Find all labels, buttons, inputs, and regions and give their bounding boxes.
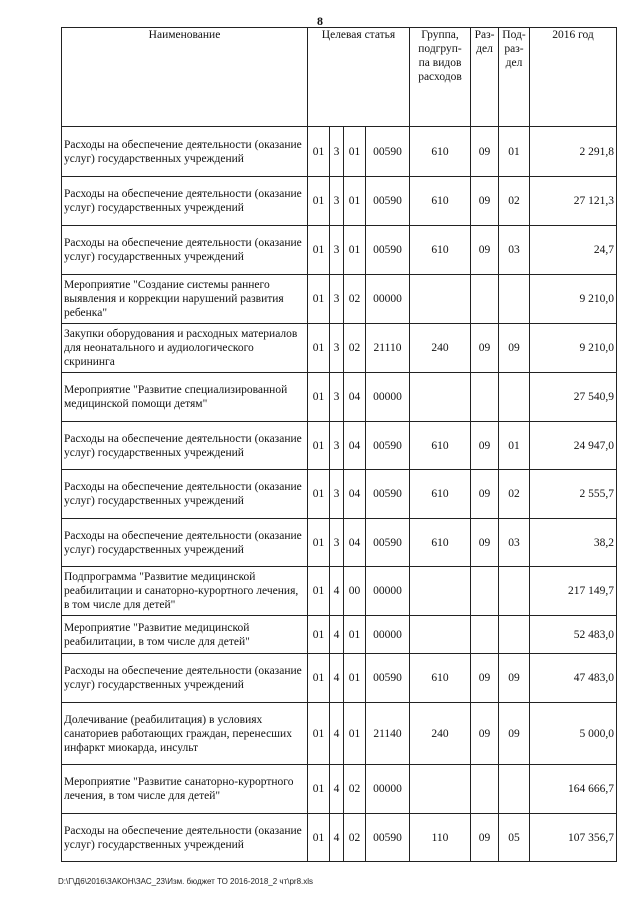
section — [471, 765, 499, 814]
table-row — [62, 324, 617, 373]
section: 09 — [471, 324, 499, 373]
subsection: 09 — [499, 324, 530, 373]
table-row — [62, 654, 617, 703]
target-code-3: 02 — [344, 324, 366, 373]
table-row — [62, 567, 617, 616]
amount: 24,7 — [530, 226, 617, 275]
subsection: 01 — [499, 127, 530, 177]
amount: 24 947,0 — [530, 422, 617, 470]
table-row — [62, 422, 617, 470]
target-code-1: 01 — [308, 814, 330, 862]
section: 09 — [471, 814, 499, 862]
subsection: 03 — [499, 519, 530, 567]
header-year: 2016 год — [530, 28, 617, 127]
row-name: Мероприятие "Развитие специализированной медицинской помощи детям" — [62, 373, 308, 422]
target-code-3: 00 — [344, 567, 366, 616]
target-code-2: 4 — [330, 616, 344, 654]
row-name: Расходы на обеспечение деятельности (оказание услуг) государственных учреждений — [62, 177, 308, 226]
section: 09 — [471, 226, 499, 275]
target-code-3: 01 — [344, 654, 366, 703]
target-code-3: 01 — [344, 703, 366, 765]
target-code-1: 01 — [308, 519, 330, 567]
target-code-2: 4 — [330, 703, 344, 765]
target-code-1: 01 — [308, 324, 330, 373]
expense-group: 610 — [410, 177, 471, 226]
expense-group: 610 — [410, 519, 471, 567]
amount: 164 666,7 — [530, 765, 617, 814]
subsection: 03 — [499, 226, 530, 275]
table-row — [62, 814, 617, 862]
table-row — [62, 765, 617, 814]
table-row — [62, 226, 617, 275]
subsection: 01 — [499, 422, 530, 470]
expense-group: 610 — [410, 127, 471, 177]
subsection — [499, 275, 530, 324]
header-group: Группа, подгруп- па видов расходов — [410, 28, 471, 127]
page-number: 8 — [317, 14, 323, 28]
subsection — [499, 616, 530, 654]
target-code-1: 01 — [308, 654, 330, 703]
target-code-4: 00000 — [366, 567, 410, 616]
target-code-4: 21140 — [366, 703, 410, 765]
target-code-1: 01 — [308, 373, 330, 422]
amount: 107 356,7 — [530, 814, 617, 862]
table-row — [62, 177, 617, 226]
subsection — [499, 567, 530, 616]
table-row — [62, 703, 617, 765]
row-name: Расходы на обеспечение деятельности (оказание услуг) государственных учреждений — [62, 422, 308, 470]
table-row — [62, 373, 617, 422]
expense-group: 240 — [410, 703, 471, 765]
row-name: Мероприятие "Развитие санаторно-курортного лечения, в том числе для детей" — [62, 765, 308, 814]
expense-group: 110 — [410, 814, 471, 862]
row-name: Расходы на обеспечение деятельности (оказание услуг) государственных учреждений — [62, 519, 308, 567]
expense-group — [410, 567, 471, 616]
target-code-4: 00590 — [366, 814, 410, 862]
expense-group — [410, 275, 471, 324]
target-code-4: 00000 — [366, 765, 410, 814]
target-code-1: 01 — [308, 765, 330, 814]
expense-group — [410, 373, 471, 422]
header-row — [62, 28, 617, 127]
target-code-4: 00590 — [366, 226, 410, 275]
target-code-2: 4 — [330, 567, 344, 616]
target-code-4: 00590 — [366, 127, 410, 177]
target-code-2: 3 — [330, 422, 344, 470]
target-code-1: 01 — [308, 226, 330, 275]
target-code-2: 3 — [330, 519, 344, 567]
table-row — [62, 470, 617, 519]
target-code-1: 01 — [308, 177, 330, 226]
amount: 2 555,7 — [530, 470, 617, 519]
target-code-2: 4 — [330, 765, 344, 814]
section — [471, 275, 499, 324]
target-code-3: 01 — [344, 177, 366, 226]
expense-group — [410, 765, 471, 814]
target-code-1: 01 — [308, 616, 330, 654]
section — [471, 373, 499, 422]
budget-table — [61, 27, 617, 862]
target-code-1: 01 — [308, 703, 330, 765]
expense-group: 610 — [410, 422, 471, 470]
header-target: Целевая статья — [308, 28, 410, 127]
row-name: Расходы на обеспечение деятельности (оказание услуг) государственных учреждений — [62, 654, 308, 703]
section: 09 — [471, 177, 499, 226]
target-code-4: 00000 — [366, 275, 410, 324]
section — [471, 567, 499, 616]
subsection — [499, 373, 530, 422]
target-code-3: 04 — [344, 422, 366, 470]
amount: 9 210,0 — [530, 275, 617, 324]
amount: 2 291,8 — [530, 127, 617, 177]
subsection — [499, 765, 530, 814]
subsection: 02 — [499, 470, 530, 519]
file-path-footer: D:\Г\Д6\2016\ЗАКОН\ЗАС_23\Изм. бюджет ТО 2016-2018_2 чт\pr8.xls — [58, 877, 314, 886]
amount: 27 540,9 — [530, 373, 617, 422]
section: 09 — [471, 703, 499, 765]
row-name: Расходы на обеспечение деятельности (оказание услуг) государственных учреждений — [62, 226, 308, 275]
target-code-4: 00590 — [366, 519, 410, 567]
section — [471, 616, 499, 654]
target-code-1: 01 — [308, 275, 330, 324]
target-code-3: 04 — [344, 470, 366, 519]
target-code-1: 01 — [308, 422, 330, 470]
row-name: Долечивание (реабилитация) в условиях санаториев работающих граждан, перенесших инфаркт миокарда, инсульт — [62, 703, 308, 765]
section: 09 — [471, 127, 499, 177]
subsection: 05 — [499, 814, 530, 862]
expense-group: 610 — [410, 654, 471, 703]
target-code-3: 02 — [344, 275, 366, 324]
target-code-1: 01 — [308, 127, 330, 177]
row-name: Мероприятие "Развитие медицинской реабилитации, в том числе для детей" — [62, 616, 308, 654]
section: 09 — [471, 422, 499, 470]
target-code-2: 3 — [330, 177, 344, 226]
target-code-1: 01 — [308, 567, 330, 616]
subsection: 09 — [499, 654, 530, 703]
amount: 5 000,0 — [530, 703, 617, 765]
amount: 38,2 — [530, 519, 617, 567]
row-name: Закупки оборудования и расходных материалов для неонатального и аудиологического скрининга — [62, 324, 308, 373]
target-code-2: 3 — [330, 127, 344, 177]
row-name: Расходы на обеспечение деятельности (оказание услуг) государственных учреждений — [62, 127, 308, 177]
target-code-2: 4 — [330, 814, 344, 862]
target-code-3: 01 — [344, 226, 366, 275]
target-code-4: 00590 — [366, 422, 410, 470]
header-subsection: Под- раз- дел — [499, 28, 530, 127]
target-code-4: 00590 — [366, 177, 410, 226]
section: 09 — [471, 519, 499, 567]
header-name: Наименование — [62, 28, 308, 127]
target-code-4: 00000 — [366, 616, 410, 654]
table-row — [62, 616, 617, 654]
row-name: Мероприятие "Создание системы раннего выявления и коррекции нарушений развития ребенка" — [62, 275, 308, 324]
target-code-3: 04 — [344, 519, 366, 567]
target-code-4: 00590 — [366, 470, 410, 519]
target-code-2: 3 — [330, 226, 344, 275]
row-name: Подпрограмма "Развитие медицинской реабилитации и санаторно-курортного лечения, в том числе для детей" — [62, 567, 308, 616]
target-code-3: 01 — [344, 616, 366, 654]
section: 09 — [471, 470, 499, 519]
header-section: Раз- дел — [471, 28, 499, 127]
target-code-4: 21110 — [366, 324, 410, 373]
target-code-3: 01 — [344, 127, 366, 177]
row-name: Расходы на обеспечение деятельности (оказание услуг) государственных учреждений — [62, 470, 308, 519]
table-row — [62, 127, 617, 177]
target-code-4: 00590 — [366, 654, 410, 703]
target-code-2: 4 — [330, 654, 344, 703]
target-code-2: 3 — [330, 324, 344, 373]
amount: 9 210,0 — [530, 324, 617, 373]
subsection: 02 — [499, 177, 530, 226]
target-code-3: 02 — [344, 814, 366, 862]
amount: 47 483,0 — [530, 654, 617, 703]
section: 09 — [471, 654, 499, 703]
target-code-4: 00000 — [366, 373, 410, 422]
table-row — [62, 519, 617, 567]
table-row — [62, 275, 617, 324]
amount: 52 483,0 — [530, 616, 617, 654]
target-code-2: 3 — [330, 470, 344, 519]
subsection: 09 — [499, 703, 530, 765]
expense-group: 240 — [410, 324, 471, 373]
target-code-3: 02 — [344, 765, 366, 814]
expense-group — [410, 616, 471, 654]
expense-group: 610 — [410, 470, 471, 519]
target-code-2: 3 — [330, 275, 344, 324]
expense-group: 610 — [410, 226, 471, 275]
target-code-2: 3 — [330, 373, 344, 422]
amount: 217 149,7 — [530, 567, 617, 616]
row-name: Расходы на обеспечение деятельности (оказание услуг) государственных учреждений — [62, 814, 308, 862]
target-code-3: 04 — [344, 373, 366, 422]
amount: 27 121,3 — [530, 177, 617, 226]
target-code-1: 01 — [308, 470, 330, 519]
